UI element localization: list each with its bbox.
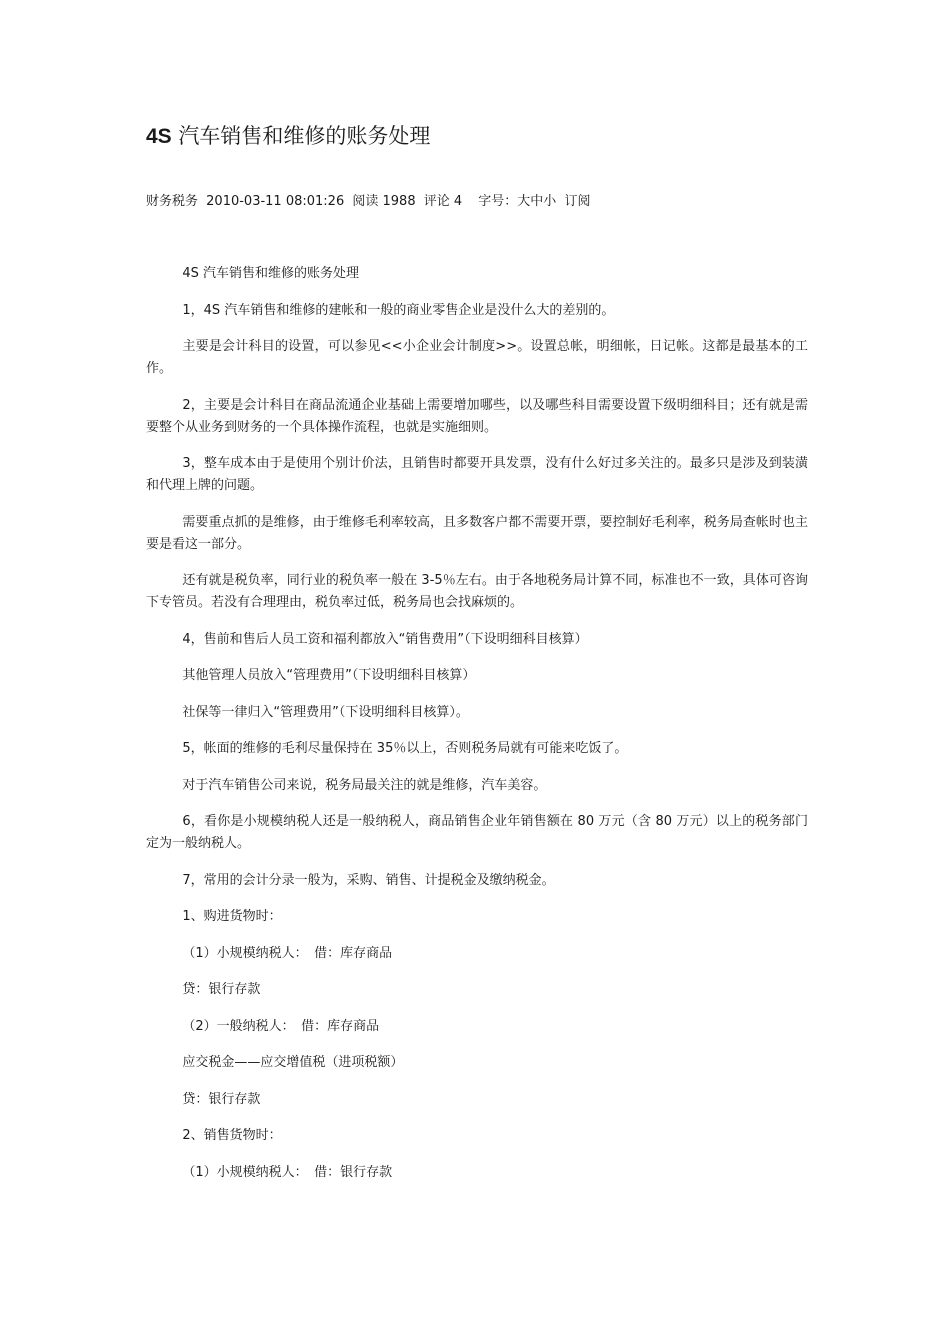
paragraph: 其他管理人员放入“管理费用”（下设明细科目核算） [182,668,476,683]
meta-datetime: 2010-03-11 08:01:26 [206,194,345,209]
paragraph: 贷：银行存款 [182,1091,261,1107]
paragraph: 对于汽车销售公司来说，税务局最关注的就是维修，汽车美容。 [182,777,547,793]
paragraph: 6，看你是小规模纳税人还是一般纳税人，商品销售企业年销售额在 80 万元（含 80 万元）以上的税务部门定为一般纳税人。 [146,814,808,851]
paragraph: 1，4S 汽车销售和维修的建帐和一般的商业零售企业是没什么大的差别的。 [182,302,615,318]
paragraph: 7，常用的会计分录一般为，采购、销售、计提税金及缴纳税金。 [182,872,555,888]
paragraph: （2）一般纳税人： 借：库存商品 [182,1018,380,1034]
meta-comments: 评论 4 [423,194,463,209]
paragraph: 4S 汽车销售和维修的账务处理 [182,266,360,281]
paragraph: （1）小规模纳税人： 借：库存商品 [182,945,393,961]
paragraph: 应交税金——应交增值税（进项税额） [182,1055,404,1070]
paragraph: 1、购进货物时： [182,909,282,924]
paragraph: 5，帐面的维修的毛利尽量保持在 35％以上，否则税务局就有可能来吃饭了。 [182,741,628,756]
paragraph: 主要是会计科目的设置，可以参见<<小企业会计制度>>。设置总帐，明细帐，日记帐。这都是最基本的工作。 [146,339,808,376]
meta-fontsize: 字号：大中小 [478,194,557,209]
paragraph: 3，整车成本由于是使用个别计价法，且销售时都要开具发票，没有什么好过多关注的。最多只是涉及到装潢和代理上牌的问题。 [146,456,808,493]
article-title [146,122,430,151]
title-text: 汽车销售和维修的账务处理 [171,124,431,148]
meta-subscribe: 订阅 [564,194,591,209]
article-body [146,263,808,1198]
meta-category: 财务税务 [146,194,199,209]
paragraph: 2，主要是会计科目在商品流通企业基础上需要增加哪些，以及哪些科目需要设置下级明细科目；还有就是需要整个从业务到财务的一个具体操作流程，也就是实施细则。 [146,397,808,435]
paragraph: 贷：银行存款 [182,982,261,997]
title-prefix: 4S [146,125,172,148]
paragraph: （1）小规模纳税人： 借：银行存款 [182,1164,393,1180]
paragraph: 2、销售货物时： [182,1128,282,1143]
paragraph: 还有就是税负率，同行业的税负率一般在 3-5％左右。由于各地税务局计算不同，标准也不一致，具体可咨询下专管员。若没有合理理由，税负率过低，税务局也会找麻烦的。 [146,573,808,610]
paragraph: 需要重点抓的是维修，由于维修毛利率较高，且多数客户都不需要开票，要控制好毛利率，税务局查帐时也主要是看这一部分。 [146,514,808,552]
article-meta [146,193,594,211]
paragraph: 社保等一律归入“管理费用”（下设明细科目核算）。 [182,704,469,720]
meta-reads: 阅读 1988 [352,194,416,209]
paragraph: 4，售前和售后人员工资和福利都放入“销售费用”（下设明细科目核算） [182,631,588,647]
